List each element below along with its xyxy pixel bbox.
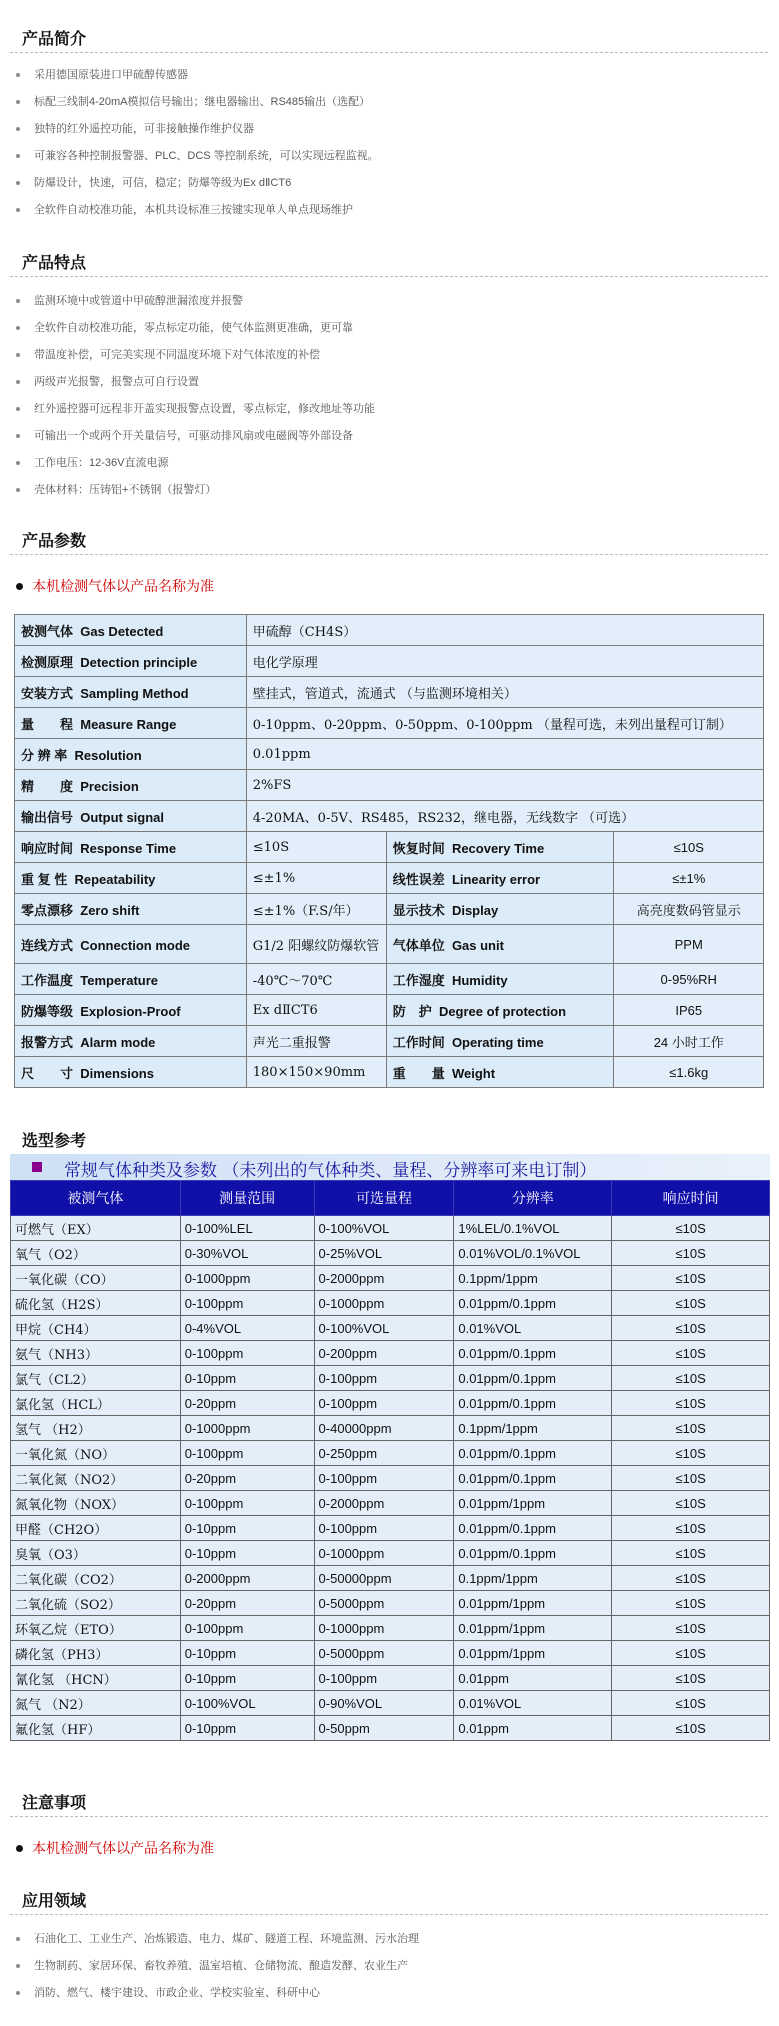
spec-label-cn: 工作湿度 — [392, 972, 445, 988]
divider — [10, 1816, 768, 1817]
table-cell: 0-20ppm — [180, 1466, 314, 1491]
table-row — [11, 1316, 770, 1341]
table-cell: 0.1ppm/1ppm — [454, 1266, 612, 1291]
table-cell: 0-100%VOL — [314, 1216, 454, 1241]
header-cell: 响应时间 — [612, 1181, 770, 1216]
table-cell: 1%LEL/0.1%VOL — [454, 1216, 612, 1241]
spec-label-en: Weight — [451, 1065, 496, 1081]
table-row — [11, 1691, 770, 1716]
list-item: 全软件自动校准功能，零点标定功能，使气体监测更准确，更可靠 — [14, 319, 375, 346]
applications-list — [14, 1930, 419, 2011]
spec-label-cn: 防 护 — [392, 1003, 432, 1019]
table-row — [15, 677, 764, 708]
table-cell: 0-100ppm — [180, 1441, 314, 1466]
table-cell: 0-20ppm — [180, 1591, 314, 1616]
table-row — [11, 1441, 770, 1466]
spec-label-cn: 防爆等级 — [21, 1003, 74, 1019]
spec-label-cn: 报警方式 — [21, 1034, 74, 1050]
table-row — [11, 1566, 770, 1591]
list-item: 壳体材料：压铸铝+不锈钢（报警灯） — [14, 481, 375, 508]
table-cell: 0-10ppm — [180, 1366, 314, 1391]
table-cell: ≤10S — [612, 1541, 770, 1566]
table-cell: 0-50000ppm — [314, 1566, 454, 1591]
table-cell: 0-100ppm — [314, 1391, 454, 1416]
table-cell: 二氧化氮（NO2） — [11, 1466, 181, 1491]
table-cell: ≤10S — [612, 1366, 770, 1391]
table-cell: 硫化氢（H2S） — [11, 1291, 181, 1316]
section-title-cautions: 注意事项 — [22, 1795, 87, 1812]
table-cell: 0-200ppm — [314, 1341, 454, 1366]
spec-label-cn: 响应时间 — [21, 840, 74, 856]
table-cell: 0-1000ppm — [180, 1266, 314, 1291]
table-row — [11, 1666, 770, 1691]
spec-label-cn: 工作时间 — [392, 1034, 445, 1050]
spec-label-en: Linearity error — [451, 871, 541, 887]
header-cell: 可选量程 — [314, 1181, 454, 1216]
spec-label — [15, 801, 247, 832]
spec-label-en: Humidity — [451, 972, 508, 988]
spec-label — [15, 863, 247, 894]
spec-label — [15, 708, 247, 739]
table-row — [11, 1266, 770, 1291]
table-row — [11, 1341, 770, 1366]
header-cell: 测量范围 — [180, 1181, 314, 1216]
table-cell: ≤10S — [612, 1566, 770, 1591]
spec-value: 电化学原理 — [246, 646, 763, 677]
table-cell: 0.01ppm/1ppm — [454, 1491, 612, 1516]
table-cell: 0-100%VOL — [180, 1691, 314, 1716]
table-cell: 0-10ppm — [180, 1641, 314, 1666]
spec-value: 180×150×90mm — [246, 1057, 386, 1088]
table-cell: 0.01%VOL — [454, 1691, 612, 1716]
list-item: 防爆设计，快速，可信，稳定；防爆等级为Ex dⅡCT6 — [14, 174, 379, 201]
spec-label — [15, 964, 247, 995]
table-cell: ≤10S — [612, 1491, 770, 1516]
spec-label — [386, 832, 614, 863]
list-item: 带温度补偿，可完美实现不同温度环境下对气体浓度的补偿 — [14, 346, 375, 373]
spec-value: IP65 — [614, 995, 764, 1026]
list-item: 可输出一个或两个开关量信号，可驱动排风扇或电磁阀等外部设备 — [14, 427, 375, 454]
table-row — [15, 1026, 764, 1057]
table-row — [11, 1466, 770, 1491]
table-cell: 0-4%VOL — [180, 1316, 314, 1341]
spec-label-cn: 尺 寸 — [21, 1065, 74, 1081]
table-cell: 0-250ppm — [314, 1441, 454, 1466]
table-row — [15, 708, 764, 739]
table-cell: 0-25%VOL — [314, 1241, 454, 1266]
table-row — [15, 739, 764, 770]
spec-label-cn: 显示技术 — [392, 902, 445, 918]
spec-value: 声光二重报警 — [246, 1026, 386, 1057]
spec-label-cn: 安装方式 — [21, 685, 74, 701]
table-cell: 氯化氢（HCL） — [11, 1391, 181, 1416]
table-cell: 0-100ppm — [314, 1516, 454, 1541]
table-row — [11, 1541, 770, 1566]
table-cell: 0.01ppm/0.1ppm — [454, 1466, 612, 1491]
table-cell: 氮气 （N2） — [11, 1691, 181, 1716]
table-cell: 0-2000ppm — [314, 1266, 454, 1291]
spec-label-cn: 气体单位 — [392, 937, 445, 953]
table-cell: 氯气（CL2） — [11, 1366, 181, 1391]
table-row — [11, 1641, 770, 1666]
section-title-applications: 应用领域 — [22, 1893, 87, 1910]
table-cell: 0-100ppm — [180, 1341, 314, 1366]
spec-value: G1/2 阳螺纹防爆软管 — [246, 925, 386, 964]
list-item: 红外遥控器可远程非开盖实现报警点设置，零点标定，修改地址等功能 — [14, 400, 375, 427]
table-cell: ≤10S — [612, 1691, 770, 1716]
spec-label-en: Degree of protection — [438, 1003, 567, 1019]
table-cell: ≤10S — [612, 1591, 770, 1616]
table-cell: 氧气（O2） — [11, 1241, 181, 1266]
spec-value: 24 小时工作 — [614, 1026, 764, 1057]
table-row — [15, 801, 764, 832]
table-cell: 0-100ppm — [180, 1291, 314, 1316]
spec-label-cn: 连线方式 — [21, 937, 74, 953]
table-cell: 甲烷（CH4） — [11, 1316, 181, 1341]
table-cell: 0.01%VOL/0.1%VOL — [454, 1241, 612, 1266]
list-item: 采用德国原装进口甲硫醇传感器 — [14, 66, 379, 93]
list-item: 监测环境中或管道中甲硫醇泄漏浓度并报警 — [14, 292, 375, 319]
table-cell: 0.01ppm/0.1ppm — [454, 1516, 612, 1541]
divider — [10, 1914, 768, 1915]
spec-label-en: Gas Detected — [80, 623, 164, 639]
table-cell: ≤10S — [612, 1616, 770, 1641]
table-cell: 0.01ppm/0.1ppm — [454, 1341, 612, 1366]
features-list — [14, 292, 375, 508]
spec-label — [386, 894, 614, 925]
table-cell: 0-100ppm — [314, 1666, 454, 1691]
params-note: 本机检测气体以产品名称为准 — [14, 576, 214, 596]
table-cell: 0.01ppm/1ppm — [454, 1641, 612, 1666]
list-item: 工作电压：12-36V直流电源 — [14, 454, 375, 481]
header-cell: 分辨率 — [454, 1181, 612, 1216]
table-cell: 环氧乙烷（ETO） — [11, 1616, 181, 1641]
spec-value: 0-10ppm、0-20ppm、0-50ppm、0-100ppm （量程可选，未列出量程可订制） — [246, 708, 763, 739]
table-cell: 氨气（NH3） — [11, 1341, 181, 1366]
table-cell: ≤10S — [612, 1341, 770, 1366]
table-cell: ≤10S — [612, 1241, 770, 1266]
spec-label — [15, 646, 247, 677]
table-cell: 二氧化硫（SO2） — [11, 1591, 181, 1616]
table-cell: 0-100ppm — [314, 1366, 454, 1391]
table-cell: 0.01ppm/0.1ppm — [454, 1391, 612, 1416]
spec-value: 4-20MA、0-5V、RS485，RS232，继电器，无线数字 （可选） — [246, 801, 763, 832]
table-cell: 臭氧（O3） — [11, 1541, 181, 1566]
table-row — [15, 615, 764, 646]
table-cell: ≤10S — [612, 1641, 770, 1666]
table-cell: 0-1000ppm — [180, 1416, 314, 1441]
spec-label-en: Zero shift — [80, 902, 140, 918]
table-cell: ≤10S — [612, 1291, 770, 1316]
spec-label-en: Sampling Method — [80, 685, 189, 701]
table-cell: 一氧化碳（CO） — [11, 1266, 181, 1291]
list-item: 两级声光报警，报警点可自行设置 — [14, 373, 375, 400]
spec-label-en: Detection principle — [80, 654, 198, 670]
table-cell: 0-1000ppm — [314, 1541, 454, 1566]
table-cell: 0-100ppm — [180, 1491, 314, 1516]
section-title-selection: 选型参考 — [22, 1133, 87, 1150]
spec-label-en: Dimensions — [80, 1065, 154, 1081]
spec-label-cn: 零点漂移 — [21, 902, 74, 918]
spec-label-cn: 重 复 性 — [21, 871, 68, 887]
table-cell: 0-90%VOL — [314, 1691, 454, 1716]
spec-label-cn: 精 度 — [21, 778, 74, 794]
spec-value: ≤±1% — [614, 863, 764, 894]
table-row — [11, 1291, 770, 1316]
spec-value: ≤10S — [614, 832, 764, 863]
table-cell: 0.01ppm/0.1ppm — [454, 1441, 612, 1466]
cautions-note: 本机检测气体以产品名称为准 — [14, 1838, 214, 1858]
table-cell: ≤10S — [612, 1391, 770, 1416]
spec-label-en: Resolution — [74, 747, 142, 763]
spec-value: ≤10S — [246, 832, 386, 863]
table-cell: 0-10ppm — [180, 1666, 314, 1691]
divider — [10, 554, 768, 555]
spec-label — [386, 964, 614, 995]
table-cell: 0-1000ppm — [314, 1291, 454, 1316]
divider — [10, 52, 768, 53]
spec-label — [15, 925, 247, 964]
table-cell: 0-5000ppm — [314, 1641, 454, 1666]
table-cell: 0.01ppm/1ppm — [454, 1591, 612, 1616]
table-cell: ≤10S — [612, 1416, 770, 1441]
spec-label-cn: 恢复时间 — [392, 840, 445, 856]
table-row — [11, 1716, 770, 1741]
divider — [10, 276, 768, 277]
spec-label — [15, 832, 247, 863]
table-row — [11, 1216, 770, 1241]
spec-label — [386, 1026, 614, 1057]
table-cell: 0-2000ppm — [314, 1491, 454, 1516]
table-row — [11, 1616, 770, 1641]
table-cell: ≤10S — [612, 1516, 770, 1541]
spec-value: Ex dⅡCT6 — [246, 995, 386, 1026]
table-cell: 0-100ppm — [314, 1466, 454, 1491]
square-bullet-icon — [32, 1162, 42, 1172]
spec-label — [386, 1057, 614, 1088]
table-row — [11, 1491, 770, 1516]
spec-label — [15, 995, 247, 1026]
table-cell: ≤10S — [612, 1716, 770, 1741]
table-cell: ≤10S — [612, 1266, 770, 1291]
table-row — [11, 1391, 770, 1416]
list-item: 可兼容各种控制报警器、PLC、DCS 等控制系统，可以实现远程监视。 — [14, 147, 379, 174]
table-row — [11, 1591, 770, 1616]
table-cell: 0.01ppm/1ppm — [454, 1616, 612, 1641]
list-item: 标配三线制4-20mA模拟信号输出；继电器输出、RS485输出（选配） — [14, 93, 379, 120]
spec-label-cn: 被测气体 — [21, 623, 74, 639]
spec-value: 甲硫醇（CH4S） — [246, 615, 763, 646]
table-cell: 0.01ppm/0.1ppm — [454, 1366, 612, 1391]
gas-banner — [10, 1154, 770, 1180]
table-row — [15, 964, 764, 995]
table-cell: 0.1ppm/1ppm — [454, 1566, 612, 1591]
spec-table — [14, 614, 764, 1088]
table-cell: 0-100ppm — [180, 1616, 314, 1641]
table-cell: 0.01ppm — [454, 1716, 612, 1741]
list-item: 消防、燃气、楼宇建设、市政企业、学校实验室、科研中心 — [14, 1984, 419, 2011]
table-row — [15, 863, 764, 894]
spec-label-cn: 量 程 — [21, 716, 74, 732]
table-cell: 0-10ppm — [180, 1541, 314, 1566]
spec-label-en: Precision — [80, 778, 139, 794]
table-cell: 0.01ppm — [454, 1666, 612, 1691]
intro-list — [14, 66, 379, 228]
table-cell: 0.01%VOL — [454, 1316, 612, 1341]
spec-label-en: Connection mode — [80, 937, 191, 953]
spec-label — [15, 770, 247, 801]
table-row — [15, 770, 764, 801]
table-cell: 0-40000ppm — [314, 1416, 454, 1441]
table-cell: 0-50ppm — [314, 1716, 454, 1741]
table-cell: ≤10S — [612, 1316, 770, 1341]
table-row — [11, 1366, 770, 1391]
spec-label — [15, 1026, 247, 1057]
table-cell: 二氧化碳（CO2） — [11, 1566, 181, 1591]
list-item: 石油化工、工业生产、冶炼锻造、电力、煤矿、隧道工程、环境监测、污水治理 — [14, 1930, 419, 1957]
table-row — [15, 1057, 764, 1088]
table-cell: 0-20ppm — [180, 1391, 314, 1416]
table-cell: 氟化氢（HF） — [11, 1716, 181, 1741]
list-item: 独特的红外遥控功能，可非接触操作维护仪器 — [14, 120, 379, 147]
table-cell: 甲醛（CH2O） — [11, 1516, 181, 1541]
table-row — [15, 995, 764, 1026]
list-item: 生物制药、家居环保、畜牧养殖、温室培植、仓储物流、酿造发酵、农业生产 — [14, 1957, 419, 1984]
table-row — [11, 1416, 770, 1441]
table-row — [11, 1241, 770, 1266]
spec-label-en: Explosion-Proof — [80, 1003, 181, 1019]
spec-label-en: Temperature — [80, 972, 159, 988]
spec-value: ≤1.6kg — [614, 1057, 764, 1088]
spec-label-en: Response Time — [80, 840, 177, 856]
gas-table-header — [11, 1181, 770, 1216]
spec-label-cn: 输出信号 — [21, 809, 74, 825]
spec-value: 0-95%RH — [614, 964, 764, 995]
table-cell: 0-30%VOL — [180, 1241, 314, 1266]
table-cell: ≤10S — [612, 1441, 770, 1466]
banner-text: 常规气体种类及参数 （未列出的气体种类、量程、分辨率可来电订制） — [64, 1161, 597, 1181]
spec-label-en: Gas unit — [451, 937, 504, 953]
spec-value: 壁挂式，管道式，流通式 （与监测环境相关） — [246, 677, 763, 708]
spec-value: ≤±1%（F.S/年） — [246, 894, 386, 925]
spec-label-en: Repeatability — [74, 871, 156, 887]
spec-label — [15, 739, 247, 770]
table-cell: 0-5000ppm — [314, 1591, 454, 1616]
table-row — [15, 894, 764, 925]
list-item: 全软件自动校准功能，本机共设标准三按键实现单人单点现场维护 — [14, 201, 379, 228]
table-cell: 0.01ppm/0.1ppm — [454, 1541, 612, 1566]
spec-label — [386, 863, 614, 894]
table-cell: 0-1000ppm — [314, 1616, 454, 1641]
table-cell: 0-100%LEL — [180, 1216, 314, 1241]
spec-label-en: Output signal — [80, 809, 165, 825]
table-row — [15, 646, 764, 677]
gas-table — [10, 1180, 770, 1741]
header-cell: 被测气体 — [11, 1181, 181, 1216]
spec-label-cn: 检测原理 — [21, 654, 74, 670]
spec-label-cn: 线性误差 — [392, 871, 445, 887]
spec-label-cn: 重 量 — [392, 1065, 445, 1081]
spec-label-en: Recovery Time — [451, 840, 545, 856]
table-cell: 0-100%VOL — [314, 1316, 454, 1341]
table-cell: ≤10S — [612, 1216, 770, 1241]
table-cell: 磷化氢（PH3） — [11, 1641, 181, 1666]
spec-label — [15, 1057, 247, 1088]
table-cell: 可燃气（EX） — [11, 1216, 181, 1241]
table-cell: 0.01ppm/0.1ppm — [454, 1291, 612, 1316]
spec-label — [15, 615, 247, 646]
spec-label-cn: 分 辨 率 — [21, 747, 68, 763]
spec-label-en: Operating time — [451, 1034, 544, 1050]
spec-label-en: Measure Range — [80, 716, 177, 732]
table-cell: 氰化氢 （HCN） — [11, 1666, 181, 1691]
spec-label — [386, 925, 614, 964]
spec-value: -40℃～70℃ — [246, 964, 386, 995]
spec-label — [15, 677, 247, 708]
spec-label — [386, 995, 614, 1026]
table-cell: 0.1ppm/1ppm — [454, 1416, 612, 1441]
spec-value: PPM — [614, 925, 764, 964]
spec-value: ≤±1% — [246, 863, 386, 894]
table-row — [15, 832, 764, 863]
section-title-features: 产品特点 — [22, 255, 87, 272]
table-cell: 0-10ppm — [180, 1516, 314, 1541]
spec-value: 2%FS — [246, 770, 763, 801]
spec-label-cn: 工作温度 — [21, 972, 74, 988]
table-cell: 一氧化氮（NO） — [11, 1441, 181, 1466]
table-row — [15, 925, 764, 964]
table-cell: ≤10S — [612, 1466, 770, 1491]
spec-value: 0.01ppm — [246, 739, 763, 770]
table-cell: 氮氧化物（NOX） — [11, 1491, 181, 1516]
table-cell: ≤10S — [612, 1666, 770, 1691]
section-title-intro: 产品简介 — [22, 31, 87, 48]
table-cell: 0-2000ppm — [180, 1566, 314, 1591]
spec-label-en: Display — [451, 902, 499, 918]
table-cell: 氢气 （H2） — [11, 1416, 181, 1441]
table-cell: 0-10ppm — [180, 1716, 314, 1741]
table-row — [11, 1516, 770, 1541]
spec-label — [15, 894, 247, 925]
spec-value: 高亮度数码管显示 — [614, 894, 764, 925]
section-title-params: 产品参数 — [22, 533, 87, 550]
spec-label-en: Alarm mode — [80, 1034, 156, 1050]
